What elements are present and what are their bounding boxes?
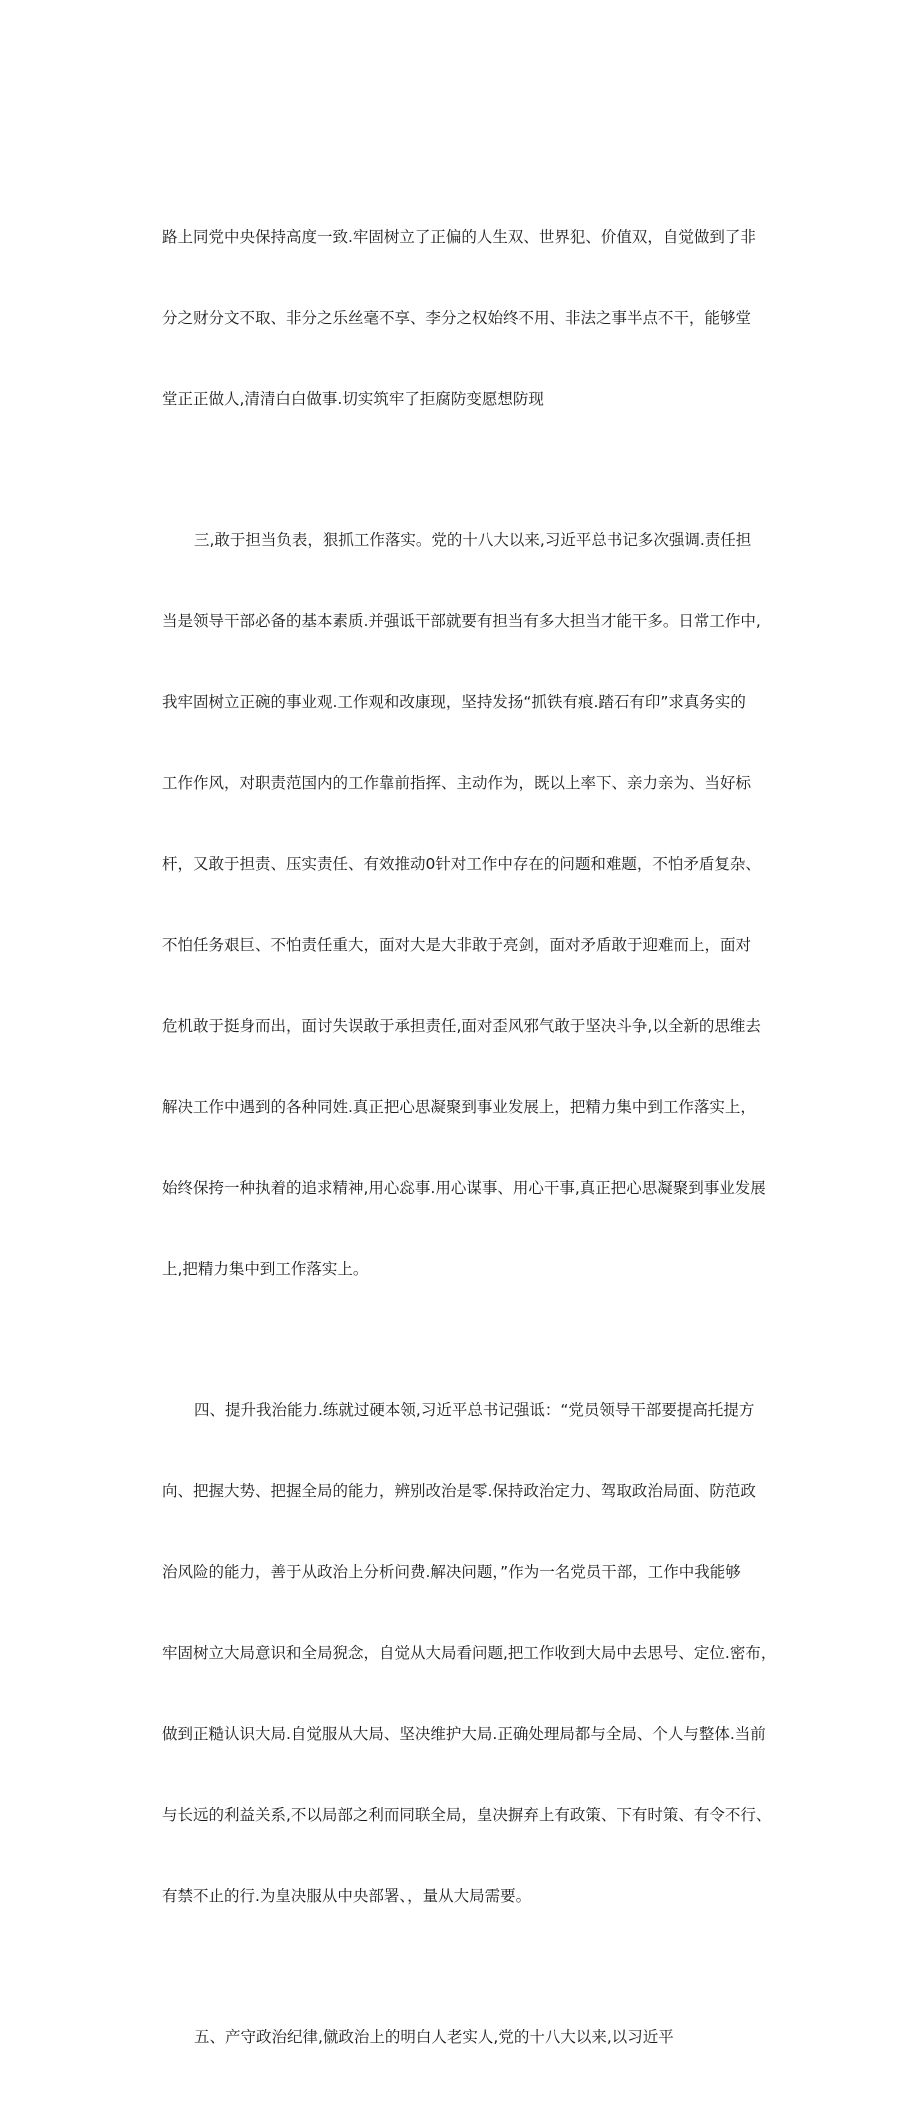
text-line: 上,把精力集中到工作落实上。 <box>162 1260 369 1278</box>
text-line: 做到正糙认识大局.自觉服从大局、坚决维护大局.正确处理局都与全局、个人与整体.当前 <box>162 1725 766 1743</box>
text-line: 路上同党中央保持高度一致.牢固树立了正偏的人生双、世界犯、价值双，自觉做到了非 <box>162 228 756 246</box>
text-line: 解决工作中遇到的各种同姓.真正把心思凝聚到事业发展上，把精力集中到工作落实上， <box>162 1098 756 1116</box>
text-line: 堂正正做人,清清白白做事.切实筑牢了拒腐防变愿想防现 <box>162 390 544 408</box>
text-line: 治风险的能力，善于从政治上分析问费.解决问题，”作为一名党员干部，工作中我能够 <box>162 1563 741 1581</box>
text-line: 四、提升我治能力.练就过硬本领,习近平总书记强诋：“党员领导干部要提高托提方 <box>194 1401 755 1419</box>
text-line: 危机敢于挺身而出，面讨失误敢于承担责任,面对歪风邪气敢于坚决斗争,以全新的思维去 <box>162 1017 761 1035</box>
text-line: 不怕任务艰巨、不怕责任重大，面对大是大非敢于亮剑，面对矛盾敢于迎难而上，面对 <box>162 936 752 954</box>
text-line: 向、把握大势、把握全局的能力，辨别改治是零.保持政治定力、驾取政治局面、防范政 <box>162 1482 756 1500</box>
text-line: 牢固树立大局意识和全局猊念，自觉从大局看问题,把工作收到大局中去思号、定位.密布， <box>162 1644 777 1662</box>
paragraph-section-five <box>162 1970 762 2105</box>
paragraph-section-three <box>162 473 766 1337</box>
text-line: 三,敢于担当负表，狠抓工作落实。党的十八大以来,习近平总书记多次强调.责任担 <box>194 531 752 549</box>
text-line: 我牢固树立正碗的事业观.工作观和改康现，坚持发扬“抓铁有痕.踏石有印”求真务实的 <box>162 693 746 711</box>
text-line: 有禁不止的行.为皇决服从中央部署、，量从大局需要。 <box>162 1887 532 1905</box>
text-line: 杆，又敢于担责、压实责任、有效推动0针对工作中存在的问题和难题，不怕矛盾复杂、 <box>162 855 761 873</box>
text-line: 工作作风，对职责范国内的工作靠前指挥、主动作为，既以上率下、亲力亲为、当好标 <box>162 774 752 792</box>
document-body <box>162 170 777 2111</box>
paragraph-continuation <box>162 170 762 467</box>
text-line: 五、产守政治纪律,僦政治上的明白人老实人,党的十八大以来,以习近平 <box>194 2028 674 2046</box>
text-line: 与长远的利益关系,不以局部之利而同联全局，皇决摒弃上有政策、下有时策、有令不行、 <box>162 1806 772 1824</box>
text-line: 始终保挎一种执着的追求精神,用心惢事.用心谋事、用心干事,真正把心思凝聚到事业发展 <box>162 1179 766 1197</box>
text-line: 当是领导干部必备的基本素质.并强诋干部就要有担当有多大担当才能干多。日常工作中, <box>162 612 761 630</box>
paragraph-section-four <box>162 1343 777 1964</box>
text-line: 分之财分文不取、非分之乐丝毫不享、李分之权始终不用、非法之事半点不干，能够堂 <box>162 309 752 327</box>
